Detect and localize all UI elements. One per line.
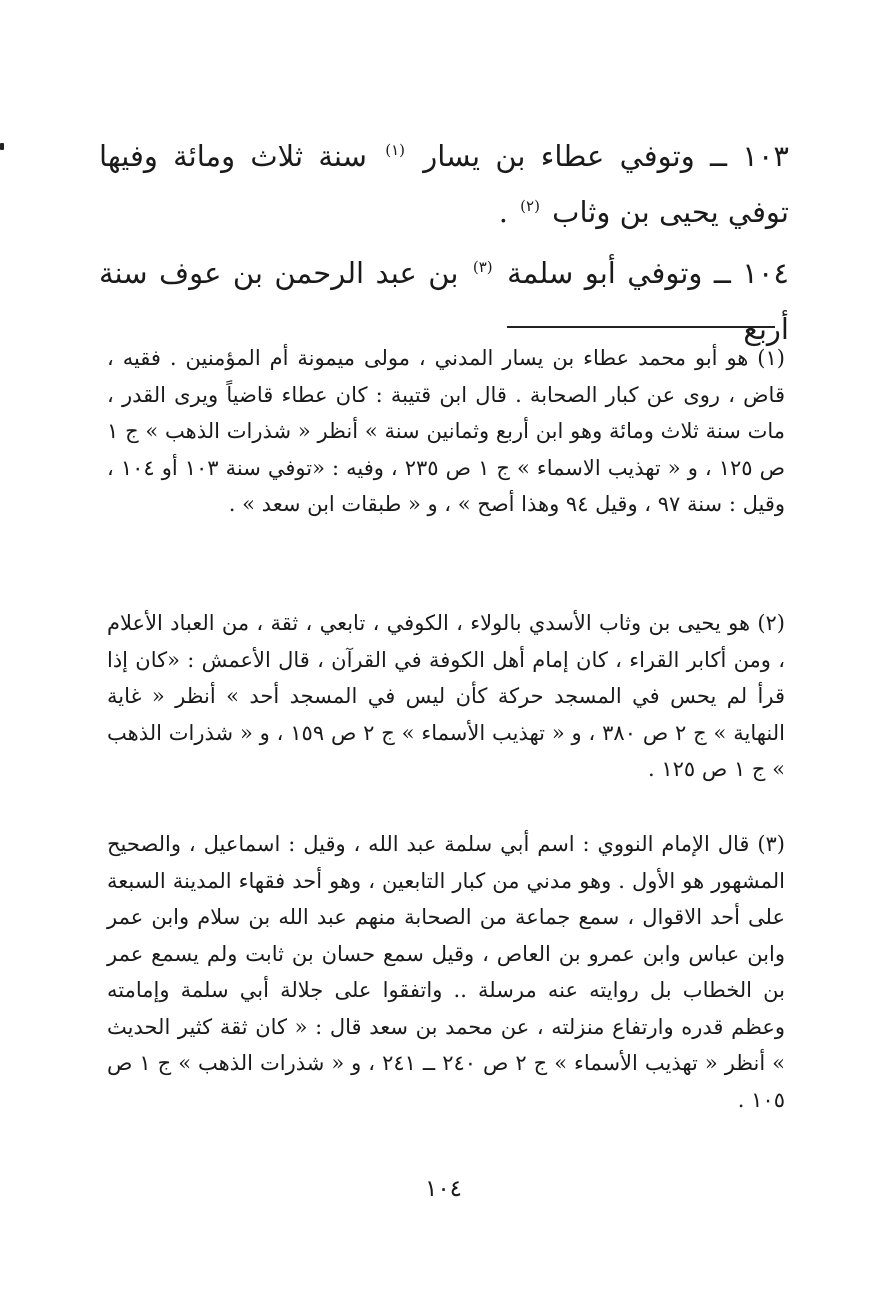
entry-104-text-part1: ١٠٤ ــ وتوفي أبو سلمة bbox=[507, 256, 790, 290]
entry-103-text-part3: . bbox=[498, 195, 508, 229]
entry-103 bbox=[99, 128, 789, 240]
entry-103-text-part1: ١٠٣ ــ وتوفي عطاء بن يسار bbox=[423, 139, 789, 173]
entry-103-text-part2: سنة ثلاث ومائة وفيها توفي يحيى بن وثاب bbox=[99, 139, 789, 229]
footnote-separator bbox=[507, 326, 775, 328]
entry-104-text-part2: بن عبد الرحمن بن عوف سنة أربع bbox=[99, 256, 789, 346]
margin-mark bbox=[0, 143, 4, 150]
footnote-ref-3: (٣) bbox=[472, 258, 493, 277]
footnote-3: (٣) قال الإمام النووي : اسم أبي سلمة عبد الله ، وقيل : اسماعيل ، والصحيح المشهور هو الأول . وهو مدني من كبار التابعين ، وهو أحد فقهاء المدينة السبعة على أحد الاقوال ، سمع جماعة من الصحابة منهم عبد الله بن سلام وابن عمر وابن عباس وابن عمرو بن العاص ، وقيل سمع حسان بن ثابت ولم يسمع عمر بن الخطاب بل روايته عنه مرسلة .. واتفقوا على جلالة أبي سلمة وإمامته وعظم قدره وارتفاع منزلته ، عن محمد بن سعد قال : « كان ثقة كثير الحديث » أنظر « تهذيب الأسماء » ج ٢ ص ٢٤٠ ــ ٢٤١ ، و « شذرات الذهب » ج ١ ص ١٠٥ . bbox=[107, 832, 786, 1112]
footnote-ref-1: (١) bbox=[385, 141, 405, 160]
footnote-2: (٢) هو يحيى بن وثاب الأسدي بالولاء ، الكوفي ، تابعي ، ثقة ، من العباد الأعلام ، ومن أكابر القراء ، كان إمام أهل الكوفة في القرآن ، قال الأعمش : «كان إذا قرأ لم يحس في المسجد حركة كأن ليس في المسجد أحد » أنظر « غاية النهاية » ج ٢ ص ٣٨٠ ، و « تهذيب الأسماء » ج ٢ ص ١٥٩ ، و « شذرات الذهب » ج ١ ص ١٢٥ . bbox=[107, 611, 785, 781]
footnote-1: (١) هو أبو محمد عطاء بن يسار المدني ، مولى ميمونة أم المؤمنين . فقيه ، قاض ، روى عن كبار الصحابة . قال ابن قتيبة : كان عطاء قاضياً ويرى القدر ، مات سنة ثلاث ومائة وهو ابن أربع وثمانين سنة » أنظر « شذرات الذهب » ج ١ ص ١٢٥ ، و « تهذيب الاسماء » ج ١ ص ٢٣٥ ، وفيه : «توفي سنة ١٠٣ أو ١٠٤ ، وقيل : سنة ٩٧ ، وقيل ٩٤ وهذا أصح » ، و « طبقات ابن سعد » . bbox=[107, 346, 785, 516]
footnote-ref-2: (٢) bbox=[520, 197, 540, 216]
page-number: ١٠٤ bbox=[424, 1176, 463, 1202]
